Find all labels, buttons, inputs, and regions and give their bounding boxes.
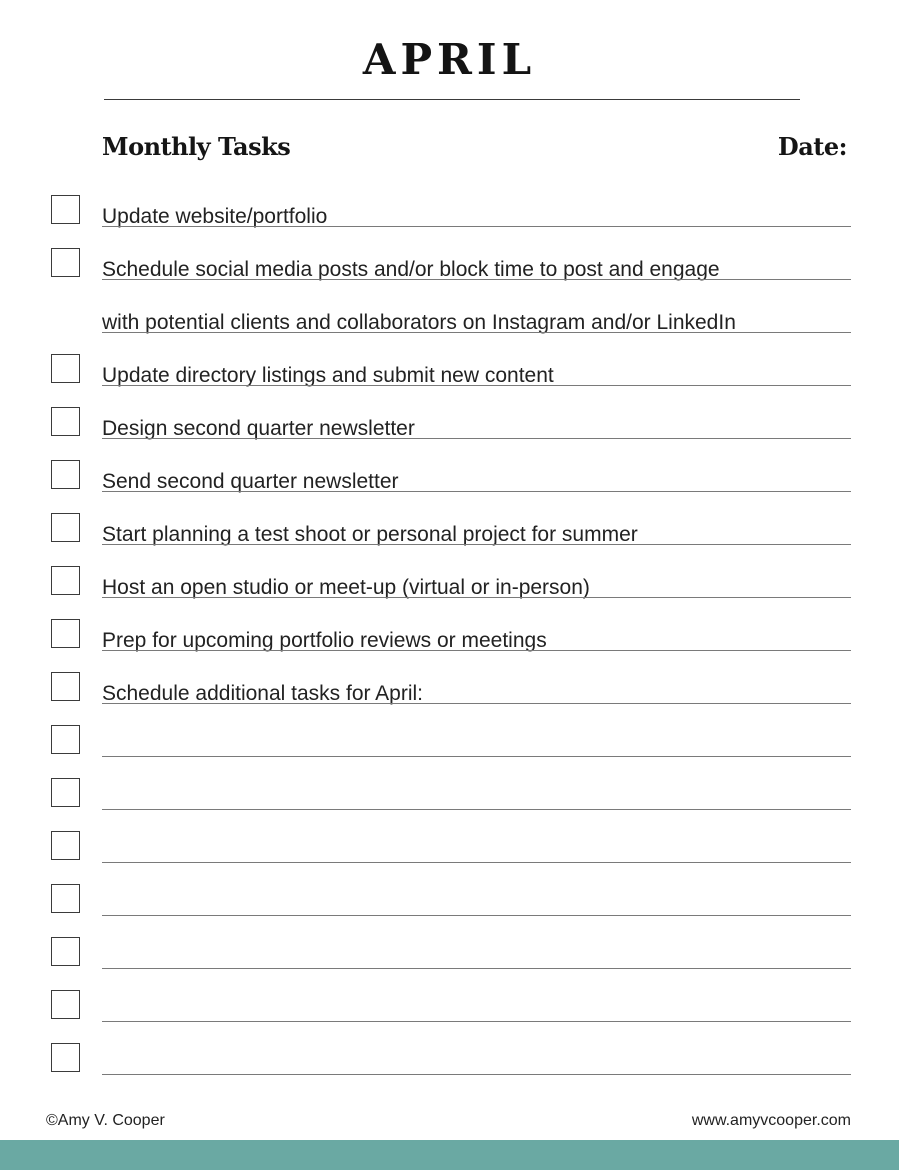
writing-line bbox=[102, 385, 851, 386]
task-checkbox[interactable] bbox=[51, 884, 80, 913]
writing-line bbox=[102, 703, 851, 704]
task-checkbox[interactable] bbox=[51, 619, 80, 648]
task-checkbox[interactable] bbox=[51, 513, 80, 542]
task-row bbox=[0, 882, 899, 935]
task-text: Schedule social media posts and/or block time to post and engage bbox=[102, 258, 720, 281]
task-text: Start planning a test shoot or personal project for summer bbox=[102, 523, 638, 546]
task-checkbox[interactable] bbox=[51, 460, 80, 489]
task-text: Prep for upcoming portfolio reviews or meetings bbox=[102, 629, 547, 652]
writing-line bbox=[102, 915, 851, 916]
writing-line bbox=[102, 226, 851, 227]
task-row bbox=[0, 617, 899, 670]
section-heading: Monthly Tasks bbox=[102, 132, 291, 161]
title-divider bbox=[104, 99, 800, 100]
task-row bbox=[0, 405, 899, 458]
writing-line bbox=[102, 756, 851, 757]
task-checkbox[interactable] bbox=[51, 248, 80, 277]
task-row bbox=[0, 299, 899, 352]
task-checkbox[interactable] bbox=[51, 937, 80, 966]
task-checkbox[interactable] bbox=[51, 354, 80, 383]
date-label: Date: bbox=[777, 132, 847, 161]
writing-line bbox=[102, 544, 851, 545]
task-row bbox=[0, 511, 899, 564]
task-checkbox[interactable] bbox=[51, 725, 80, 754]
writing-line bbox=[102, 1074, 851, 1075]
task-checkbox[interactable] bbox=[51, 195, 80, 224]
task-text: Design second quarter newsletter bbox=[102, 417, 415, 440]
task-row bbox=[0, 670, 899, 723]
writing-line bbox=[102, 809, 851, 810]
task-row bbox=[0, 458, 899, 511]
copyright-text: ©Amy V. Cooper bbox=[46, 1112, 165, 1129]
writing-line bbox=[102, 1021, 851, 1022]
task-text: Update website/portfolio bbox=[102, 205, 328, 228]
task-row bbox=[0, 776, 899, 829]
writing-line bbox=[102, 438, 851, 439]
task-row bbox=[0, 988, 899, 1041]
task-text: Host an open studio or meet-up (virtual or in-person) bbox=[102, 576, 590, 599]
task-checkbox[interactable] bbox=[51, 1043, 80, 1072]
task-checkbox[interactable] bbox=[51, 778, 80, 807]
task-checkbox[interactable] bbox=[51, 831, 80, 860]
task-checkbox[interactable] bbox=[51, 990, 80, 1019]
task-text: with potential clients and collaborators on Instagram and/or LinkedIn bbox=[102, 311, 736, 334]
task-row bbox=[0, 193, 899, 246]
task-row bbox=[0, 935, 899, 988]
writing-line bbox=[102, 968, 851, 969]
task-checkbox[interactable] bbox=[51, 672, 80, 701]
footer-bar bbox=[0, 1140, 899, 1170]
task-row bbox=[0, 564, 899, 617]
task-row bbox=[0, 1041, 899, 1094]
task-row bbox=[0, 829, 899, 882]
writing-line bbox=[102, 491, 851, 492]
website-link[interactable]: www.amyvcooper.com bbox=[691, 1112, 851, 1129]
task-row bbox=[0, 723, 899, 776]
task-checkbox[interactable] bbox=[51, 407, 80, 436]
writing-line bbox=[102, 597, 851, 598]
task-checkbox[interactable] bbox=[51, 566, 80, 595]
writing-line bbox=[102, 279, 851, 280]
writing-line bbox=[102, 862, 851, 863]
task-text: Schedule additional tasks for April: bbox=[102, 682, 424, 705]
task-text: Update directory listings and submit new content bbox=[102, 364, 554, 387]
task-text: Send second quarter newsletter bbox=[102, 470, 399, 493]
writing-line bbox=[102, 650, 851, 651]
page-title: APRIL bbox=[362, 35, 537, 84]
task-row bbox=[0, 352, 899, 405]
writing-line bbox=[102, 332, 851, 333]
task-row bbox=[0, 246, 899, 299]
